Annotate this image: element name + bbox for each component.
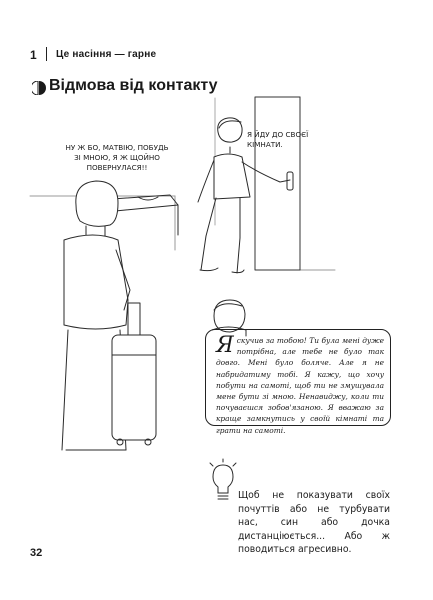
section-title: Відмова від контакту	[49, 77, 218, 94]
page-number: 32	[30, 547, 43, 559]
son-speech: Я ЙДУ ДО СВОЄЇ КІМНАТИ.	[247, 130, 309, 149]
quote-dropcap: Я	[216, 333, 234, 358]
mother-figure	[62, 181, 156, 450]
quote-text-block	[216, 335, 384, 436]
quote-text: скучив за тобою! Ти була мені дуже потрібна, але тебе не було так довго. Мені було боляче. Але я не набридатиму тобі. Я кажу, що хочу побути на самоті, щоб ти не змушувала мене бути зі мною. Ненавиджу, коли ти почуваєшся зобов'язаною. Я вважаю за краще замкнутись у своїй кімнаті та грати на самоті.	[216, 336, 384, 435]
tip-text: Щоб не показувати своїх почуттів або не турбувати нас, син або дочка дистанціюється... Або ж поводиться агресивно.	[238, 490, 390, 555]
mother-speech: НУ Ж БО, МАТВІЮ, ПОБУДЬ ЗІ МНОЮ, Я Ж ЩОЙНО ПОВЕРНУЛАСЯ!!	[65, 143, 169, 172]
running-title: Це насіння — гарне	[56, 49, 157, 60]
lightbulb-icon	[210, 459, 236, 499]
chapter-number: 1	[30, 48, 37, 62]
